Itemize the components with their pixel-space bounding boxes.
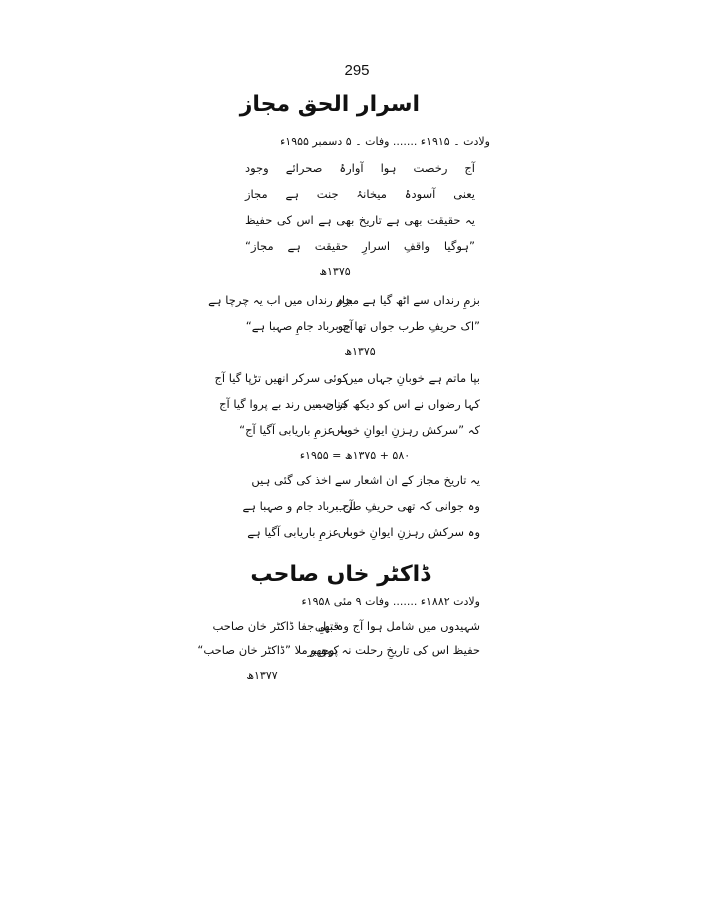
page-number: 295 bbox=[344, 62, 370, 79]
hemistich-right: وہ جوانی کہ تھی حریفِ طرب bbox=[335, 499, 480, 513]
verse-line: یہ حقیقت بھی ہے تاریخ بھی ہے اس کی حفیظ bbox=[245, 213, 475, 227]
verse-line: آج رخصت ہوا آوارۂ صحرائے وجود bbox=[245, 161, 475, 175]
hemistich-left: بہ عزمِ باریابی آگیا ہے bbox=[247, 525, 353, 539]
hemistich-left: آج برباد جامِ صہبا ہے“ bbox=[245, 319, 353, 333]
hemistich-left: قتیلِ جفا ڈاکٹر خان صاحب bbox=[212, 619, 339, 633]
section-heading-khan-sahib: ڈاکٹر خاں صاحب bbox=[250, 562, 430, 587]
section-heading-majaz: اسرار الحق مجاز bbox=[239, 92, 420, 117]
hemistich-left: کوئی سرکر انھیں تڑپا گیا آج bbox=[214, 371, 348, 385]
hemistich-right: بپا ماتم ہے خوبانِ جہاں میں bbox=[345, 371, 480, 385]
hemistich-left: بہ عزمِ باریابی آگیا آج“ bbox=[239, 423, 348, 437]
birth-death-dates: ولادت ۔ ۱۹۱۵ء ....... وفات ۔ ۵ دسمبر ۱۹۵۵ء bbox=[280, 135, 490, 148]
hemistich-right: شہیدوں میں شامل ہوا آج وہ بھی bbox=[314, 619, 480, 633]
hemistich-right: حفیظ اس کی تاریخِ رحلت نہ پوچھو bbox=[310, 643, 480, 657]
hemistich-right: کہا رضواں نے اس کو دیکھ کر جب bbox=[315, 397, 480, 411]
hemistich-left: جناں میں رند بے پروا گیا آج bbox=[219, 397, 348, 411]
hemistich-left: کہو برملا ”ڈاکٹر خان صاحب“ bbox=[197, 643, 339, 657]
birth-death-dates: ولادت ۱۸۸۲ء ....... وفات ۹ مئی ۱۹۵۸ء bbox=[301, 595, 480, 608]
verse-line: یعنی آسودۂ میخانۂ جنت ہے مجاز bbox=[245, 187, 475, 201]
hemistich-left: آج برباد جام و صہبا ہے bbox=[242, 499, 353, 513]
chronogram-year: ۱۳۷۷ھ bbox=[246, 669, 278, 682]
hemistich-right: ”اک حریفِ طرب جواں تھا جو bbox=[337, 319, 480, 333]
hemistich-right: وہ سرکش رہزنِ ایوانِ خوباں bbox=[337, 525, 480, 539]
verse-line: ”ہوگیا واقفِ اسرارِ حقیقت ہے مجاز“ bbox=[245, 239, 475, 253]
hemistich-right: کہ ”سرکش رہزنِ ایوانِ خوباں bbox=[331, 423, 480, 437]
chronogram-year: ۱۳۷۵ھ bbox=[344, 345, 376, 358]
note-text: یہ تاریخ مجاز کے ان اشعار سے اخذ کی گئی ہیں bbox=[251, 473, 480, 487]
hemistich-left: بزم رنداں میں اب یہ چرچا ہے bbox=[208, 293, 353, 307]
chronogram-year: ۵۸۰ + ۱۳۷۵ھ = ۱۹۵۵ء bbox=[299, 449, 411, 462]
hemistich-right: بزمِ رنداں سے اٹھ گیا ہے مجاز bbox=[336, 293, 480, 307]
chronogram-year: ۱۳۷۵ھ bbox=[319, 265, 351, 278]
